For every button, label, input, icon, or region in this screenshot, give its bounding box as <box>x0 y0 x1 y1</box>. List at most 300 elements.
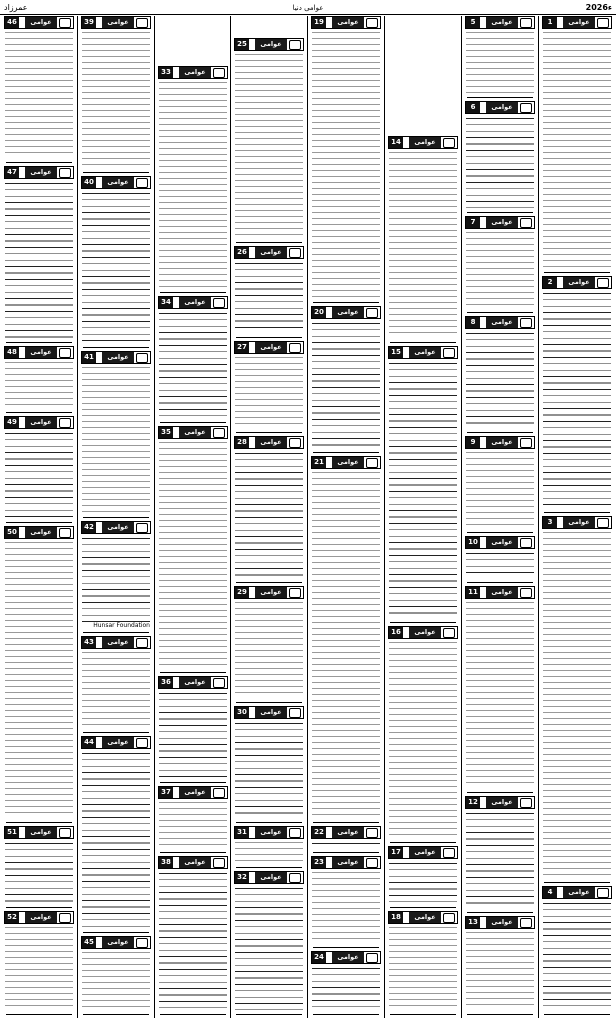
page-header-center: عوامی دنیا <box>292 4 324 12</box>
ad-header-27 <box>234 341 304 354</box>
ad-number: 23 <box>312 857 326 868</box>
ad-body-text-block <box>235 260 303 333</box>
ad-number: 1 <box>543 17 557 28</box>
ad-mark-icon <box>136 938 148 948</box>
ad-number: 18 <box>389 912 403 923</box>
ad-mark-icon <box>213 858 225 868</box>
ad-mark-icon <box>136 353 148 363</box>
ad-header-48 <box>4 346 74 359</box>
ad-body-text-block <box>5 30 73 158</box>
ad-brand-logo: عوامی <box>486 102 518 113</box>
ad-brand-logo: عوامی <box>486 587 518 598</box>
ad-number: 29 <box>235 587 249 598</box>
ad-divider <box>160 1014 226 1015</box>
ad-divider <box>467 532 533 533</box>
ad-brand-logo: عوامی <box>179 857 211 868</box>
ad-number: 32 <box>235 872 249 883</box>
ad-divider <box>236 582 302 583</box>
ad-number: 19 <box>312 17 326 28</box>
ad-header-50 <box>4 526 74 539</box>
ad-body-text-block <box>312 870 380 943</box>
ad-mark-icon <box>520 918 532 928</box>
ad-number: 47 <box>5 167 19 178</box>
ad-brand-logo: عوامی <box>255 39 287 50</box>
ad-number: 16 <box>389 627 403 638</box>
ad-brand-logo: عوامی <box>409 627 441 638</box>
ad-brand-logo: عوامی <box>409 847 441 858</box>
page-header <box>4 2 612 14</box>
ad-brand-logo: عوامی <box>563 887 595 898</box>
ad-header-16 <box>388 626 458 639</box>
ad-divider <box>236 822 302 823</box>
ad-body-text-block <box>466 550 534 578</box>
ad-number: 26 <box>235 247 249 258</box>
ad-mark-icon <box>597 518 609 528</box>
ad-mark-icon <box>289 588 301 598</box>
ad-body-text-block <box>235 840 303 863</box>
ad-header-12 <box>465 796 535 809</box>
ad-brand-logo: عوامی <box>409 347 441 358</box>
ad-mark-icon <box>443 348 455 358</box>
ad-divider <box>544 882 610 883</box>
ad-body-text-block <box>82 190 150 343</box>
column-separator <box>77 16 78 1018</box>
ad-header-34 <box>158 296 228 309</box>
ad-mark-icon <box>366 308 378 318</box>
ad-divider <box>83 172 149 173</box>
ad-divider <box>467 912 533 913</box>
ad-divider <box>313 302 379 303</box>
ad-divider <box>390 622 456 623</box>
ad-header-25 <box>234 38 304 51</box>
ad-body-text-block <box>466 330 534 428</box>
ad-header-15 <box>388 346 458 359</box>
ad-brand-logo: عوامی <box>102 352 134 363</box>
ad-divider <box>6 342 72 343</box>
ad-mark-icon <box>213 428 225 438</box>
ad-body-text-block <box>466 600 534 788</box>
ad-header-52 <box>4 911 74 924</box>
ad-body-text-block <box>466 230 534 308</box>
ad-mark-icon <box>520 103 532 113</box>
ad-brand-logo: عوامی <box>25 912 57 923</box>
column-separator <box>461 16 462 1018</box>
ad-divider <box>313 947 379 948</box>
ad-header-37 <box>158 786 228 799</box>
ad-brand-logo: عوامی <box>332 857 364 868</box>
ad-mark-icon <box>289 708 301 718</box>
ad-header-8 <box>465 316 535 329</box>
ad-divider <box>390 342 456 343</box>
ad-brand-logo: عوامی <box>102 937 134 948</box>
ad-body-text-block <box>82 750 150 928</box>
column-separator <box>384 16 385 1018</box>
ad-brand-logo: عوامی <box>409 912 441 923</box>
column-6 <box>157 16 229 1018</box>
ad-brand-logo: عوامی <box>255 872 287 883</box>
ad-header-9 <box>465 436 535 449</box>
ad-number: 35 <box>159 427 173 438</box>
ad-number: 21 <box>312 457 326 468</box>
ad-mark-icon <box>443 848 455 858</box>
ad-mark-icon <box>59 418 71 428</box>
ad-header-29 <box>234 586 304 599</box>
ad-body-text-block <box>389 860 457 903</box>
ad-brand-logo: عوامی <box>332 827 364 838</box>
ad-brand-logo: عوامی <box>25 827 57 838</box>
ad-body-text-block <box>466 810 534 908</box>
ad-body-text-block <box>5 360 73 408</box>
ad-brand-logo: عوامی <box>255 827 287 838</box>
ad-divider <box>544 272 610 273</box>
ad-header-5 <box>465 16 535 29</box>
ad-divider <box>236 242 302 243</box>
ad-number: 27 <box>235 342 249 353</box>
ad-divider <box>467 582 533 583</box>
column-1 <box>541 16 613 1018</box>
ad-mark-icon <box>289 873 301 883</box>
ad-number: 41 <box>82 352 96 363</box>
ad-mark-icon <box>366 858 378 868</box>
ad-mark-icon <box>136 18 148 28</box>
ad-mark-icon <box>289 248 301 258</box>
ad-body-text-block <box>235 52 303 238</box>
ad-divider <box>6 1014 72 1015</box>
ad-divider <box>6 162 72 163</box>
ad-body-text-block <box>5 430 73 518</box>
ad-mark-icon <box>520 218 532 228</box>
ad-mark-icon <box>213 68 225 78</box>
column-2 <box>464 16 536 1018</box>
ad-header-35 <box>158 426 228 439</box>
ad-number: 28 <box>235 437 249 448</box>
ad-mark-icon <box>366 828 378 838</box>
ad-mark-icon <box>520 318 532 328</box>
ad-mark-icon <box>136 178 148 188</box>
ad-mark-icon <box>520 438 532 448</box>
ad-mark-icon <box>136 738 148 748</box>
ad-mark-icon <box>136 523 148 533</box>
ad-number: 17 <box>389 847 403 858</box>
column-separator <box>307 16 308 1018</box>
ad-brand-logo: عوامی <box>563 17 595 28</box>
ad-number: 5 <box>466 17 480 28</box>
ad-number: 12 <box>466 797 480 808</box>
ad-brand-logo: عوامی <box>486 537 518 548</box>
ad-mark-icon <box>213 298 225 308</box>
ad-mark-icon <box>366 458 378 468</box>
ad-body-text-block <box>159 690 227 778</box>
ad-mark-icon <box>136 638 148 648</box>
ad-body-text-block <box>312 470 380 818</box>
ad-number: 49 <box>5 417 19 428</box>
ad-number: 52 <box>5 912 19 923</box>
ad-divider <box>467 792 533 793</box>
ad-number: 20 <box>312 307 326 318</box>
ad-brand-logo: عوامی <box>179 427 211 438</box>
ad-brand-logo: عوامی <box>486 437 518 448</box>
ad-divider <box>390 1014 456 1015</box>
ad-brand-logo: عوامی <box>102 737 134 748</box>
ad-header-22 <box>311 826 381 839</box>
ad-divider <box>83 932 149 933</box>
ad-divider <box>236 432 302 433</box>
ad-brand-logo: عوامی <box>102 177 134 188</box>
ad-body-text-block <box>543 530 611 878</box>
ad-header-28 <box>234 436 304 449</box>
ad-brand-logo: عوامی <box>25 347 57 358</box>
ad-brand-logo: عوامی <box>25 417 57 428</box>
ad-body-text-block <box>82 30 150 168</box>
ad-header-18 <box>388 911 458 924</box>
ad-divider <box>236 867 302 868</box>
ad-mark-icon <box>520 538 532 548</box>
ad-header-49 <box>4 416 74 429</box>
ad-mark-icon <box>59 528 71 538</box>
ad-brand-logo: عوامی <box>486 797 518 808</box>
ad-number: 22 <box>312 827 326 838</box>
ad-header-31 <box>234 826 304 839</box>
ad-mark-icon <box>443 628 455 638</box>
ad-divider <box>313 452 379 453</box>
ad-number: 25 <box>235 39 249 50</box>
ad-brand-logo: عوامی <box>332 307 364 318</box>
ad-brand-logo: عوامی <box>179 677 211 688</box>
column-3 <box>387 16 459 1018</box>
ad-divider <box>236 702 302 703</box>
ad-divider <box>467 312 533 313</box>
ad-header-10 <box>465 536 535 549</box>
column-4 <box>310 16 382 1018</box>
ad-brand-logo: عوامی <box>563 277 595 288</box>
ad-body-text-block <box>5 925 73 1010</box>
ad-body-text-block <box>466 115 534 208</box>
ad-header-26 <box>234 246 304 259</box>
ad-mark-icon <box>213 678 225 688</box>
ad-divider <box>467 1014 533 1015</box>
ad-header-38 <box>158 856 228 869</box>
ad-body-text-block <box>235 885 303 1010</box>
ad-body-text-block <box>159 800 227 848</box>
ad-divider <box>313 1014 379 1015</box>
foundation-note: Hunsar Foundation <box>82 622 150 630</box>
ad-header-19 <box>311 16 381 29</box>
ad-mark-icon <box>213 788 225 798</box>
ad-body-text-block <box>235 450 303 578</box>
ad-mark-icon <box>289 438 301 448</box>
ad-body-text-block <box>389 640 457 838</box>
ad-brand-logo: عوامی <box>332 17 364 28</box>
ad-brand-logo: عوامی <box>102 637 134 648</box>
ad-number: 38 <box>159 857 173 868</box>
ad-number: 13 <box>466 917 480 928</box>
ad-mark-icon <box>59 828 71 838</box>
ad-header-7 <box>465 216 535 229</box>
ad-header-44 <box>81 736 151 749</box>
ad-mark-icon <box>366 953 378 963</box>
ad-header-36 <box>158 676 228 689</box>
ad-number: 50 <box>5 527 19 538</box>
ad-body-text-block <box>235 720 303 818</box>
ad-divider <box>160 782 226 783</box>
ad-number: 10 <box>466 537 480 548</box>
ad-mark-icon <box>520 798 532 808</box>
header-rule <box>0 14 616 15</box>
ad-brand-logo: عوامی <box>332 952 364 963</box>
ad-brand-logo: عوامی <box>486 217 518 228</box>
ad-header-14 <box>388 136 458 149</box>
ad-number: 4 <box>543 887 557 898</box>
ad-header-13 <box>465 916 535 929</box>
ad-brand-logo: عوامی <box>486 917 518 928</box>
ad-header-41 <box>81 351 151 364</box>
ad-number: 6 <box>466 102 480 113</box>
ad-body-text-block <box>5 840 73 903</box>
ad-header-47 <box>4 166 74 179</box>
ad-body-text-block <box>159 310 227 418</box>
ad-header-4 <box>542 886 612 899</box>
ad-divider <box>160 852 226 853</box>
ad-number: 3 <box>543 517 557 528</box>
ad-mark-icon <box>597 18 609 28</box>
ad-mark-icon <box>289 343 301 353</box>
ad-brand-logo: عوامی <box>179 67 211 78</box>
ad-body-text-block <box>159 870 227 1010</box>
ad-body-text-block <box>312 320 380 448</box>
ad-divider <box>160 672 226 673</box>
ad-brand-logo: عوامی <box>25 167 57 178</box>
ad-brand-logo: عوامی <box>25 527 57 538</box>
ad-mark-icon <box>520 18 532 28</box>
ad-divider <box>160 292 226 293</box>
ad-divider <box>467 212 533 213</box>
ad-body-text-block <box>312 965 380 1010</box>
ad-divider <box>390 907 456 908</box>
ad-divider <box>83 347 149 348</box>
ad-header-2 <box>542 276 612 289</box>
ad-divider <box>544 1014 610 1015</box>
ad-divider <box>6 412 72 413</box>
column-separator <box>154 16 155 1018</box>
ad-body-text-block <box>235 600 303 698</box>
ad-divider <box>390 842 456 843</box>
ad-divider <box>467 432 533 433</box>
ad-number: 48 <box>5 347 19 358</box>
ad-brand-logo: عوامی <box>255 342 287 353</box>
ad-brand-logo: عوامی <box>255 587 287 598</box>
ad-divider <box>83 517 149 518</box>
ad-header-17 <box>388 846 458 859</box>
ad-header-32 <box>234 871 304 884</box>
ad-number: 15 <box>389 347 403 358</box>
ad-body-text-block <box>82 365 150 513</box>
ad-header-43 <box>81 636 151 649</box>
ad-header-39 <box>81 16 151 29</box>
ad-number: 14 <box>389 137 403 148</box>
ad-header-3 <box>542 516 612 529</box>
ad-mark-icon <box>289 40 301 50</box>
ad-number: 30 <box>235 707 249 718</box>
ad-mark-icon <box>59 18 71 28</box>
ad-body-text-block <box>389 925 457 1010</box>
ad-header-20 <box>311 306 381 319</box>
ad-body-text-block <box>312 840 380 848</box>
ad-mark-icon <box>597 278 609 288</box>
ad-divider <box>6 522 72 523</box>
ad-header-51 <box>4 826 74 839</box>
ad-header-33 <box>158 66 228 79</box>
ad-number: 51 <box>5 827 19 838</box>
ad-number: 33 <box>159 67 173 78</box>
ad-body-text-block <box>389 150 457 338</box>
ad-mark-icon <box>597 888 609 898</box>
ad-number: 11 <box>466 587 480 598</box>
column-7 <box>80 16 152 1018</box>
ad-header-45 <box>81 936 151 949</box>
ad-divider <box>6 907 72 908</box>
ad-divider <box>236 337 302 338</box>
ad-header-42 <box>81 521 151 534</box>
ad-body-text-block <box>466 450 534 528</box>
ad-mark-icon <box>59 348 71 358</box>
ad-body-text-block <box>82 535 150 628</box>
ad-number: 9 <box>466 437 480 448</box>
ad-divider <box>313 852 379 853</box>
ad-number: 39 <box>82 17 96 28</box>
column-8 <box>3 16 75 1018</box>
ad-body-text-block <box>312 30 380 298</box>
ad-body-text-block <box>5 180 73 338</box>
ad-number: 2 <box>543 277 557 288</box>
ad-brand-logo: عوامی <box>486 17 518 28</box>
ad-body-text-block <box>159 440 227 668</box>
ad-mark-icon <box>520 588 532 598</box>
ad-body-text-block <box>543 30 611 268</box>
ad-number: 37 <box>159 787 173 798</box>
ad-number: 46 <box>5 17 19 28</box>
ad-header-23 <box>311 856 381 869</box>
ad-body-text-block <box>82 950 150 1010</box>
ad-divider <box>236 1014 302 1015</box>
ad-number: 36 <box>159 677 173 688</box>
ad-body-text-block <box>466 930 534 1010</box>
ad-brand-logo: عوامی <box>332 457 364 468</box>
ad-header-40 <box>81 176 151 189</box>
ad-brand-logo: عوامی <box>486 317 518 328</box>
ad-brand-logo: عوامی <box>179 297 211 308</box>
ad-number: 34 <box>159 297 173 308</box>
ad-header-6 <box>465 101 535 114</box>
ad-divider <box>544 512 610 513</box>
ad-mark-icon <box>366 18 378 28</box>
ad-mark-icon <box>59 168 71 178</box>
ad-number: 42 <box>82 522 96 533</box>
ad-header-21 <box>311 456 381 469</box>
ad-header-24 <box>311 951 381 964</box>
ad-body-text-block <box>389 360 457 618</box>
ad-number: 24 <box>312 952 326 963</box>
ad-divider <box>160 422 226 423</box>
ad-number: 45 <box>82 937 96 948</box>
ad-body-text-block <box>82 650 150 728</box>
ad-divider <box>83 732 149 733</box>
ad-header-11 <box>465 586 535 599</box>
ad-brand-logo: عوامی <box>102 522 134 533</box>
ad-brand-logo: عوامی <box>255 707 287 718</box>
ad-brand-logo: عوامی <box>25 17 57 28</box>
ad-brand-logo: عوامی <box>409 137 441 148</box>
ad-mark-icon <box>289 828 301 838</box>
